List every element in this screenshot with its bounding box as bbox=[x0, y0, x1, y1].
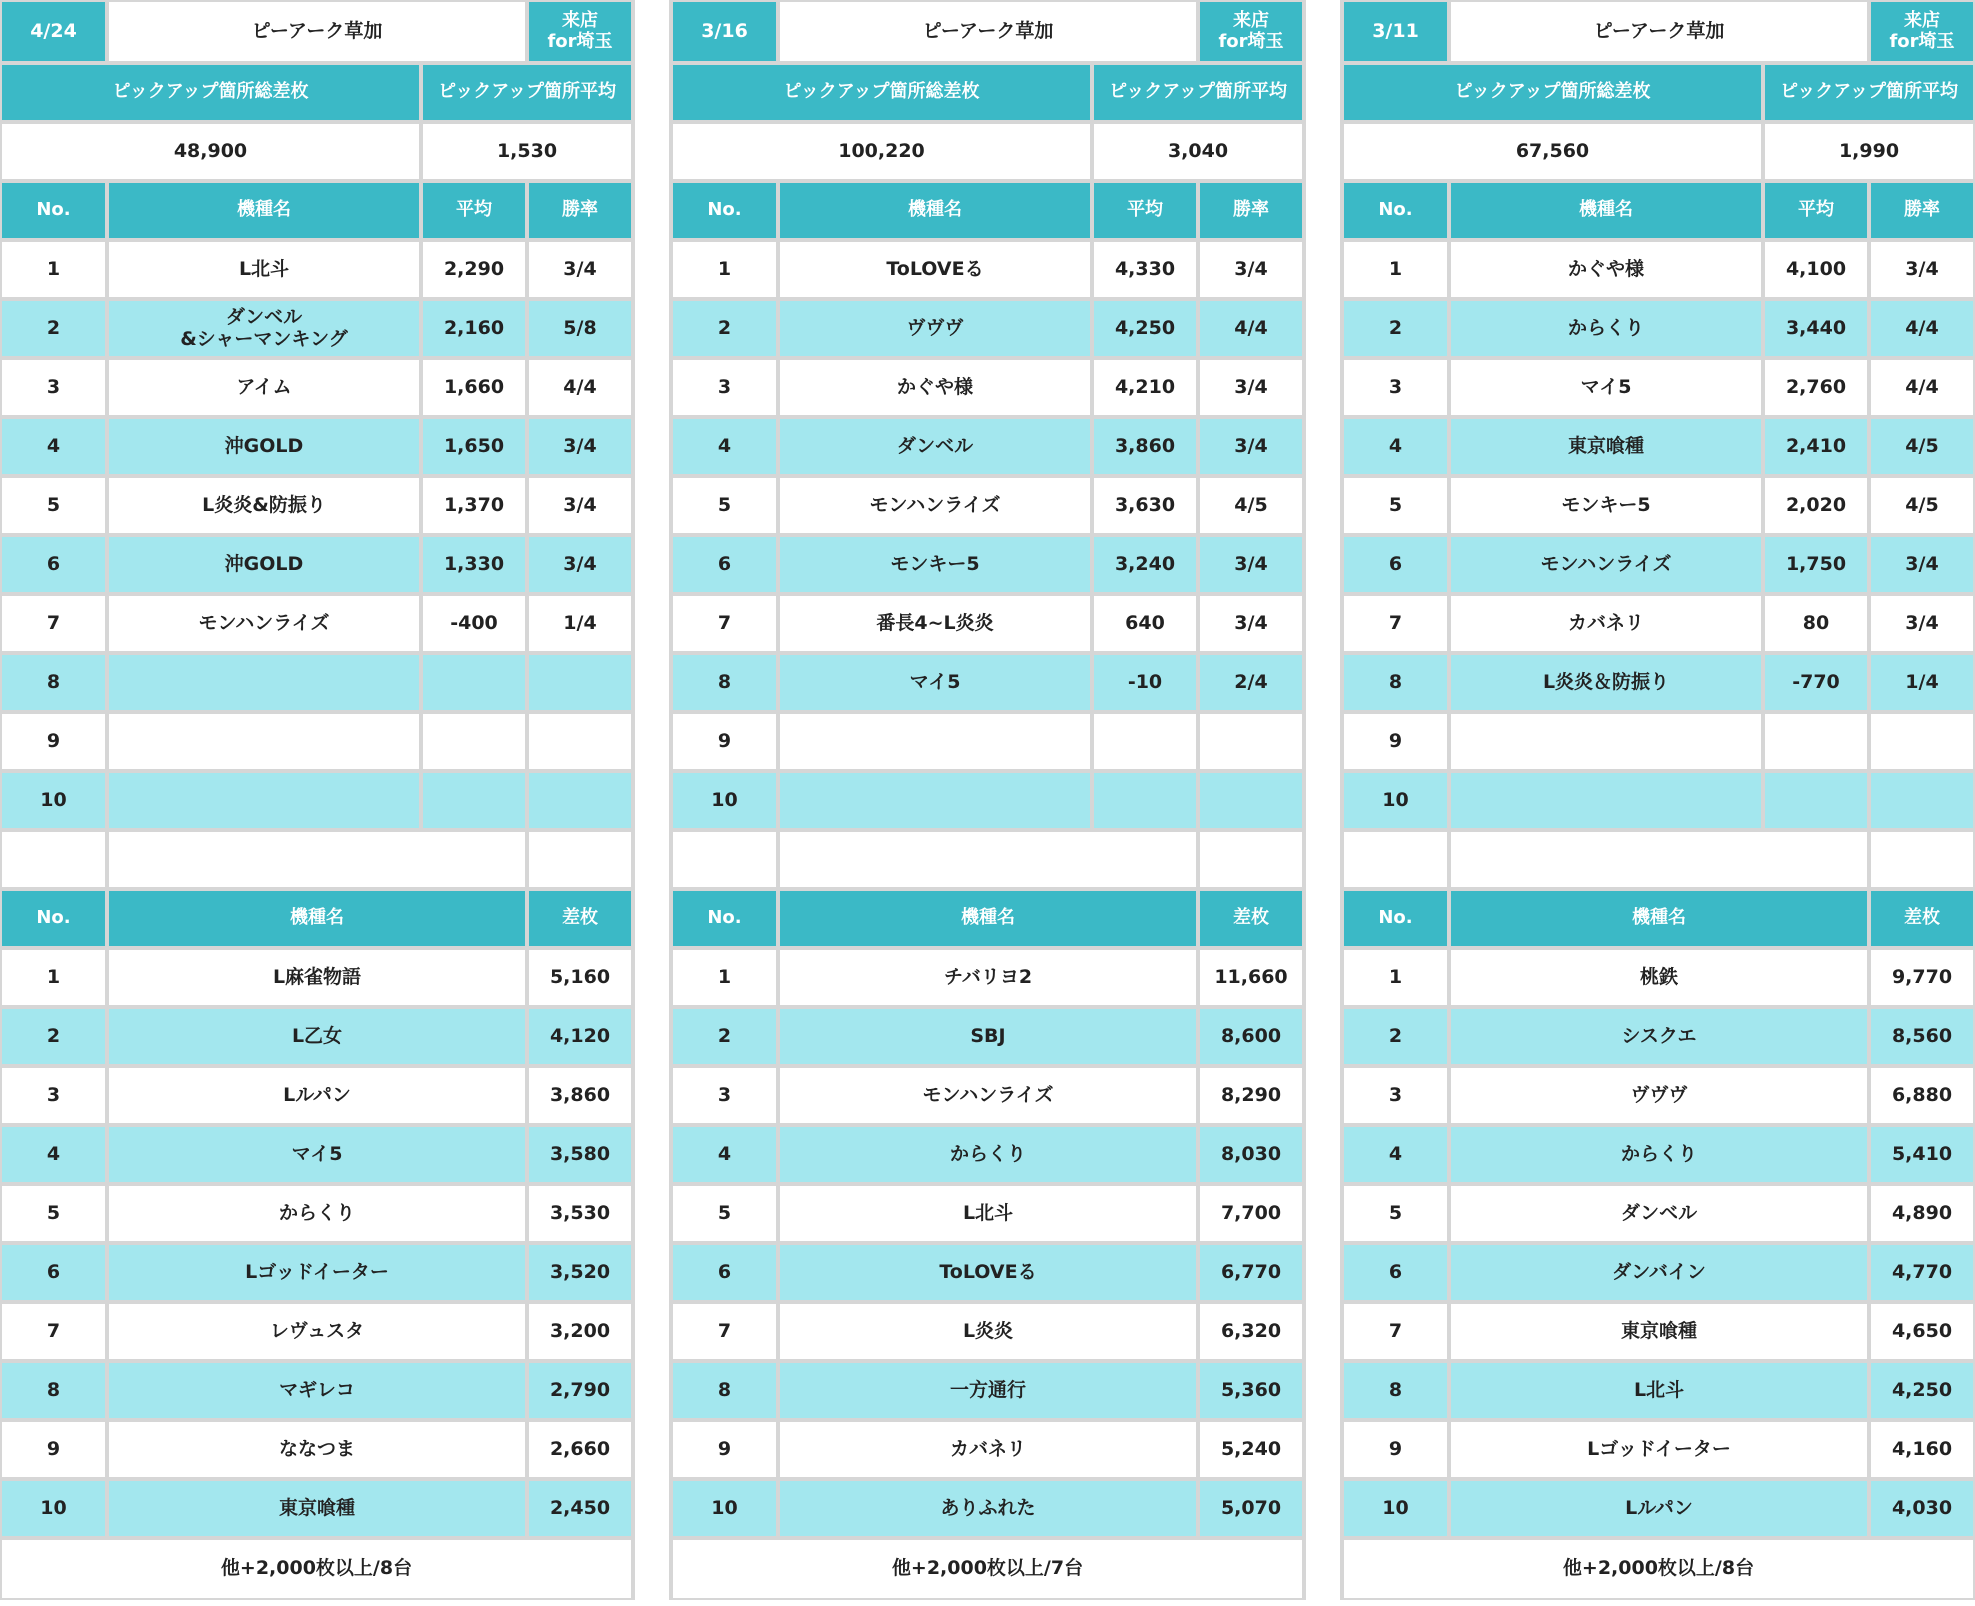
pick-row-no: 2 bbox=[1342, 299, 1449, 358]
top-row-name: カバネリ bbox=[778, 1420, 1198, 1479]
date-label: 3/16 bbox=[671, 0, 778, 63]
top-row-diff: 5,360 bbox=[1198, 1361, 1304, 1420]
date-label: 4/24 bbox=[0, 0, 107, 63]
pick-row-name: からくり bbox=[1449, 299, 1763, 358]
summary-average-value: 1,530 bbox=[421, 122, 633, 181]
pick-row-winrate: 4/5 bbox=[1198, 476, 1304, 535]
pick-row-no: 7 bbox=[1342, 594, 1449, 653]
pick-row-name: モンハンライズ bbox=[1449, 535, 1763, 594]
pick-row-average: -770 bbox=[1763, 653, 1869, 712]
pick-row-name: 沖GOLD bbox=[107, 417, 421, 476]
summary-total-header: ピックアップ箇所総差枚 bbox=[1342, 63, 1763, 122]
top-row-diff: 8,560 bbox=[1869, 1007, 1975, 1066]
pick-row-no: 3 bbox=[1342, 358, 1449, 417]
top-row-name: モンハンライズ bbox=[778, 1066, 1198, 1125]
column-gap-2 bbox=[1304, 0, 1342, 1600]
top-header-name: 機種名 bbox=[107, 889, 527, 948]
pick-row-average: 1,370 bbox=[421, 476, 527, 535]
date-label: 3/11 bbox=[1342, 0, 1449, 63]
top-row-diff: 4,030 bbox=[1869, 1479, 1975, 1538]
top-header-diff: 差枚 bbox=[1869, 889, 1975, 948]
top-row-name: ダンベル bbox=[1449, 1184, 1869, 1243]
top-row-diff: 5,160 bbox=[527, 948, 633, 1007]
top-row-diff: 8,290 bbox=[1198, 1066, 1304, 1125]
pick-row-average: 2,020 bbox=[1763, 476, 1869, 535]
pick-row-winrate: 3/4 bbox=[1198, 594, 1304, 653]
pick-row-no: 5 bbox=[1342, 476, 1449, 535]
summary-average-header: ピックアップ箇所平均 bbox=[1092, 63, 1304, 122]
top-row-no: 2 bbox=[0, 1007, 107, 1066]
pick-header-name: 機種名 bbox=[1449, 181, 1763, 240]
top-row-no: 5 bbox=[671, 1184, 778, 1243]
column-gap-1 bbox=[633, 0, 671, 1600]
top-row-no: 10 bbox=[0, 1479, 107, 1538]
top-row-name: ななつま bbox=[107, 1420, 527, 1479]
top-row-diff: 3,200 bbox=[527, 1302, 633, 1361]
pick-header-average: 平均 bbox=[421, 181, 527, 240]
pick-row-winrate bbox=[527, 712, 633, 771]
top-row-no: 2 bbox=[671, 1007, 778, 1066]
spacer-cell bbox=[0, 830, 107, 889]
pick-row-average bbox=[1092, 712, 1198, 771]
top-row-name: L乙女 bbox=[107, 1007, 527, 1066]
footer-note: 他+2,000枚以上/8台 bbox=[0, 1538, 633, 1600]
pick-header-winrate: 勝率 bbox=[527, 181, 633, 240]
top-header-name: 機種名 bbox=[778, 889, 1198, 948]
pick-header-winrate: 勝率 bbox=[1198, 181, 1304, 240]
spacer-cell bbox=[778, 830, 1198, 889]
top-row-diff: 2,790 bbox=[527, 1361, 633, 1420]
pick-row-name: L炎炎&防振り bbox=[107, 476, 421, 535]
pick-header-no: No. bbox=[0, 181, 107, 240]
top-row-name: ダンバイン bbox=[1449, 1243, 1869, 1302]
top-row-no: 7 bbox=[671, 1302, 778, 1361]
pick-row-winrate: 4/4 bbox=[1198, 299, 1304, 358]
top-row-no: 10 bbox=[671, 1479, 778, 1538]
pick-row-average: 3,860 bbox=[1092, 417, 1198, 476]
top-row-no: 3 bbox=[0, 1066, 107, 1125]
top-row-name: ToLOVEる bbox=[778, 1243, 1198, 1302]
pick-row-name: カバネリ bbox=[1449, 594, 1763, 653]
summary-average-value: 1,990 bbox=[1763, 122, 1975, 181]
top-row-no: 5 bbox=[0, 1184, 107, 1243]
top-row-diff: 3,530 bbox=[527, 1184, 633, 1243]
pick-row-no: 8 bbox=[671, 653, 778, 712]
pick-row-name: マイ5 bbox=[778, 653, 1092, 712]
store-name: ピーアーク草加 bbox=[107, 0, 527, 63]
pick-row-name bbox=[778, 771, 1092, 830]
pick-row-name: モンキー5 bbox=[778, 535, 1092, 594]
top-header-diff: 差枚 bbox=[1198, 889, 1304, 948]
pick-row-no: 5 bbox=[671, 476, 778, 535]
top-row-no: 1 bbox=[0, 948, 107, 1007]
pick-row-name bbox=[107, 653, 421, 712]
top-header-diff: 差枚 bbox=[527, 889, 633, 948]
pick-row-name: L北斗 bbox=[107, 240, 421, 299]
spacer-cell bbox=[527, 830, 633, 889]
pick-row-winrate: 1/4 bbox=[1869, 653, 1975, 712]
summary-total-value: 100,220 bbox=[671, 122, 1092, 181]
pick-row-average: -400 bbox=[421, 594, 527, 653]
pick-row-name: かぐや様 bbox=[778, 358, 1092, 417]
top-row-name: Lルパン bbox=[1449, 1479, 1869, 1538]
pick-row-name: マイ5 bbox=[1449, 358, 1763, 417]
top-row-diff: 2,660 bbox=[527, 1420, 633, 1479]
top-row-no: 9 bbox=[671, 1420, 778, 1479]
spacer-cell bbox=[1449, 830, 1869, 889]
pick-header-winrate: 勝率 bbox=[1869, 181, 1975, 240]
visit-badge: 来店 for埼玉 bbox=[1869, 0, 1975, 63]
top-row-name: L北斗 bbox=[1449, 1361, 1869, 1420]
pick-row-winrate bbox=[527, 771, 633, 830]
pick-row-average: 3,440 bbox=[1763, 299, 1869, 358]
pick-row-name: モンキー5 bbox=[1449, 476, 1763, 535]
top-row-name: Lルパン bbox=[107, 1066, 527, 1125]
top-row-diff: 4,650 bbox=[1869, 1302, 1975, 1361]
summary-total-value: 48,900 bbox=[0, 122, 421, 181]
pick-header-name: 機種名 bbox=[107, 181, 421, 240]
pick-row-name bbox=[1449, 771, 1763, 830]
top-row-no: 2 bbox=[1342, 1007, 1449, 1066]
top-row-diff: 8,030 bbox=[1198, 1125, 1304, 1184]
top-row-no: 8 bbox=[0, 1361, 107, 1420]
top-row-no: 4 bbox=[1342, 1125, 1449, 1184]
top-row-diff: 5,070 bbox=[1198, 1479, 1304, 1538]
top-row-diff: 6,880 bbox=[1869, 1066, 1975, 1125]
pick-row-winrate bbox=[1198, 712, 1304, 771]
top-header-no: No. bbox=[0, 889, 107, 948]
pick-row-no: 1 bbox=[1342, 240, 1449, 299]
pick-row-winrate: 3/4 bbox=[527, 240, 633, 299]
top-row-no: 6 bbox=[1342, 1243, 1449, 1302]
pick-row-no: 9 bbox=[0, 712, 107, 771]
top-row-no: 6 bbox=[671, 1243, 778, 1302]
footer-note: 他+2,000枚以上/7台 bbox=[671, 1538, 1304, 1600]
top-row-diff: 5,410 bbox=[1869, 1125, 1975, 1184]
pick-row-winrate: 3/4 bbox=[1198, 417, 1304, 476]
top-row-name: マギレコ bbox=[107, 1361, 527, 1420]
top-row-diff: 8,600 bbox=[1198, 1007, 1304, 1066]
pick-row-winrate: 3/4 bbox=[1869, 240, 1975, 299]
pick-row-name: ヴヴヴ bbox=[778, 299, 1092, 358]
pick-row-average: 4,330 bbox=[1092, 240, 1198, 299]
pick-row-name: かぐや様 bbox=[1449, 240, 1763, 299]
pick-row-no: 4 bbox=[671, 417, 778, 476]
top-row-no: 10 bbox=[1342, 1479, 1449, 1538]
pick-row-name: モンハンライズ bbox=[107, 594, 421, 653]
pick-row-average: 2,290 bbox=[421, 240, 527, 299]
pick-row-average: 1,650 bbox=[421, 417, 527, 476]
pick-row-name: 番長4~L炎炎 bbox=[778, 594, 1092, 653]
pick-row-winrate: 3/4 bbox=[1869, 535, 1975, 594]
top-row-name: ヴヴヴ bbox=[1449, 1066, 1869, 1125]
pick-row-average bbox=[421, 771, 527, 830]
top-row-no: 9 bbox=[1342, 1420, 1449, 1479]
top-row-name: 一方通行 bbox=[778, 1361, 1198, 1420]
top-row-no: 8 bbox=[671, 1361, 778, 1420]
pick-row-name bbox=[107, 712, 421, 771]
summary-average-value: 3,040 bbox=[1092, 122, 1304, 181]
top-header-no: No. bbox=[1342, 889, 1449, 948]
pick-row-name: アイム bbox=[107, 358, 421, 417]
pick-row-no: 2 bbox=[0, 299, 107, 358]
top-row-diff: 4,770 bbox=[1869, 1243, 1975, 1302]
pick-row-no: 6 bbox=[0, 535, 107, 594]
summary-total-header: ピックアップ箇所総差枚 bbox=[0, 63, 421, 122]
pick-row-average: 2,760 bbox=[1763, 358, 1869, 417]
pick-row-winrate: 2/4 bbox=[1198, 653, 1304, 712]
top-row-no: 4 bbox=[671, 1125, 778, 1184]
pick-header-no: No. bbox=[1342, 181, 1449, 240]
pick-row-name bbox=[1449, 712, 1763, 771]
spacer-cell bbox=[1198, 830, 1304, 889]
spacer-cell bbox=[1869, 830, 1975, 889]
pick-row-no: 10 bbox=[671, 771, 778, 830]
pick-row-average: 1,660 bbox=[421, 358, 527, 417]
top-row-no: 9 bbox=[0, 1420, 107, 1479]
top-row-diff: 3,520 bbox=[527, 1243, 633, 1302]
top-row-name: Lゴッドイーター bbox=[1449, 1420, 1869, 1479]
pick-row-winrate bbox=[527, 653, 633, 712]
pick-row-winrate bbox=[1198, 771, 1304, 830]
pick-row-winrate: 5/8 bbox=[527, 299, 633, 358]
top-row-name: からくり bbox=[107, 1184, 527, 1243]
pick-row-no: 9 bbox=[1342, 712, 1449, 771]
pick-row-winrate: 3/4 bbox=[527, 417, 633, 476]
pick-row-average bbox=[421, 653, 527, 712]
pick-row-name: ToLOVEる bbox=[778, 240, 1092, 299]
top-row-diff: 6,770 bbox=[1198, 1243, 1304, 1302]
pick-row-average: 80 bbox=[1763, 594, 1869, 653]
top-row-diff: 4,250 bbox=[1869, 1361, 1975, 1420]
pick-row-average: 1,330 bbox=[421, 535, 527, 594]
top-row-no: 7 bbox=[1342, 1302, 1449, 1361]
pick-row-winrate: 4/4 bbox=[1869, 358, 1975, 417]
pick-row-average: 4,210 bbox=[1092, 358, 1198, 417]
top-row-name: SBJ bbox=[778, 1007, 1198, 1066]
pick-row-winrate: 1/4 bbox=[527, 594, 633, 653]
pick-row-no: 1 bbox=[671, 240, 778, 299]
pick-row-name bbox=[778, 712, 1092, 771]
pick-row-winrate bbox=[1869, 712, 1975, 771]
top-row-no: 7 bbox=[0, 1302, 107, 1361]
pick-row-name: ダンベル &シャーマンキング bbox=[107, 299, 421, 358]
pick-row-no: 4 bbox=[0, 417, 107, 476]
top-row-name: シスクエ bbox=[1449, 1007, 1869, 1066]
top-row-name: L炎炎 bbox=[778, 1302, 1198, 1361]
pick-row-name: ダンベル bbox=[778, 417, 1092, 476]
pick-row-winrate: 3/4 bbox=[527, 535, 633, 594]
pick-row-average: -10 bbox=[1092, 653, 1198, 712]
pick-row-no: 5 bbox=[0, 476, 107, 535]
pick-row-no: 7 bbox=[0, 594, 107, 653]
pick-row-winrate: 3/4 bbox=[1198, 535, 1304, 594]
top-row-no: 3 bbox=[671, 1066, 778, 1125]
top-row-diff: 2,450 bbox=[527, 1479, 633, 1538]
pick-row-no: 1 bbox=[0, 240, 107, 299]
summary-total-value: 67,560 bbox=[1342, 122, 1763, 181]
top-row-name: ありふれた bbox=[778, 1479, 1198, 1538]
top-row-no: 1 bbox=[671, 948, 778, 1007]
top-row-diff: 4,890 bbox=[1869, 1184, 1975, 1243]
top-row-no: 8 bbox=[1342, 1361, 1449, 1420]
top-row-diff: 6,320 bbox=[1198, 1302, 1304, 1361]
top-row-no: 5 bbox=[1342, 1184, 1449, 1243]
top-row-diff: 9,770 bbox=[1869, 948, 1975, 1007]
summary-average-header: ピックアップ箇所平均 bbox=[421, 63, 633, 122]
top-row-name: 桃鉄 bbox=[1449, 948, 1869, 1007]
top-row-diff: 4,120 bbox=[527, 1007, 633, 1066]
top-row-name: Lゴッドイーター bbox=[107, 1243, 527, 1302]
pick-row-winrate: 3/4 bbox=[1869, 594, 1975, 653]
pick-row-average bbox=[421, 712, 527, 771]
top-row-name: L北斗 bbox=[778, 1184, 1198, 1243]
pick-row-average bbox=[1763, 771, 1869, 830]
store-name: ピーアーク草加 bbox=[778, 0, 1198, 63]
summary-total-header: ピックアップ箇所総差枚 bbox=[671, 63, 1092, 122]
pick-row-average: 2,160 bbox=[421, 299, 527, 358]
pick-row-no: 3 bbox=[0, 358, 107, 417]
pick-row-no: 6 bbox=[671, 535, 778, 594]
pick-row-winrate: 3/4 bbox=[527, 476, 633, 535]
top-row-name: 東京喰種 bbox=[107, 1479, 527, 1538]
spacer-cell bbox=[1342, 830, 1449, 889]
top-row-no: 1 bbox=[1342, 948, 1449, 1007]
spacer-cell bbox=[107, 830, 527, 889]
pick-row-winrate: 4/4 bbox=[527, 358, 633, 417]
pick-row-average: 4,100 bbox=[1763, 240, 1869, 299]
pick-row-name: 沖GOLD bbox=[107, 535, 421, 594]
pick-row-no: 4 bbox=[1342, 417, 1449, 476]
top-row-name: チバリヨ2 bbox=[778, 948, 1198, 1007]
pick-row-name: モンハンライズ bbox=[778, 476, 1092, 535]
pick-row-no: 8 bbox=[0, 653, 107, 712]
top-row-no: 4 bbox=[0, 1125, 107, 1184]
pick-row-average: 1,750 bbox=[1763, 535, 1869, 594]
top-row-diff: 3,860 bbox=[527, 1066, 633, 1125]
pick-header-average: 平均 bbox=[1092, 181, 1198, 240]
pick-row-winrate: 4/5 bbox=[1869, 476, 1975, 535]
pick-row-average bbox=[1092, 771, 1198, 830]
summary-average-header: ピックアップ箇所平均 bbox=[1763, 63, 1975, 122]
spacer-cell bbox=[671, 830, 778, 889]
pick-row-winrate: 3/4 bbox=[1198, 358, 1304, 417]
pick-row-no: 2 bbox=[671, 299, 778, 358]
pick-row-average bbox=[1763, 712, 1869, 771]
visit-badge: 来店 for埼玉 bbox=[1198, 0, 1304, 63]
top-header-name: 機種名 bbox=[1449, 889, 1869, 948]
top-row-name: からくり bbox=[778, 1125, 1198, 1184]
pick-row-no: 7 bbox=[671, 594, 778, 653]
top-row-no: 6 bbox=[0, 1243, 107, 1302]
pick-row-average: 3,240 bbox=[1092, 535, 1198, 594]
pick-row-winrate bbox=[1869, 771, 1975, 830]
pick-row-average: 2,410 bbox=[1763, 417, 1869, 476]
pick-header-name: 機種名 bbox=[778, 181, 1092, 240]
top-row-diff: 7,700 bbox=[1198, 1184, 1304, 1243]
top-row-name: からくり bbox=[1449, 1125, 1869, 1184]
pick-row-name bbox=[107, 771, 421, 830]
top-row-diff: 3,580 bbox=[527, 1125, 633, 1184]
top-row-name: 東京喰種 bbox=[1449, 1302, 1869, 1361]
pick-row-name: L炎炎＆防振り bbox=[1449, 653, 1763, 712]
pick-row-winrate: 4/4 bbox=[1869, 299, 1975, 358]
pick-row-winrate: 3/4 bbox=[1198, 240, 1304, 299]
pick-row-average: 3,630 bbox=[1092, 476, 1198, 535]
pick-header-average: 平均 bbox=[1763, 181, 1869, 240]
top-row-diff: 4,160 bbox=[1869, 1420, 1975, 1479]
pick-row-no: 10 bbox=[1342, 771, 1449, 830]
top-header-no: No. bbox=[671, 889, 778, 948]
top-row-diff: 5,240 bbox=[1198, 1420, 1304, 1479]
top-row-diff: 11,660 bbox=[1198, 948, 1304, 1007]
pick-row-no: 6 bbox=[1342, 535, 1449, 594]
visit-badge: 来店 for埼玉 bbox=[527, 0, 633, 63]
pick-row-no: 9 bbox=[671, 712, 778, 771]
footer-note: 他+2,000枚以上/8台 bbox=[1342, 1538, 1975, 1600]
top-row-no: 3 bbox=[1342, 1066, 1449, 1125]
pick-row-name: 東京喰種 bbox=[1449, 417, 1763, 476]
pick-row-no: 8 bbox=[1342, 653, 1449, 712]
store-name: ピーアーク草加 bbox=[1449, 0, 1869, 63]
pick-row-no: 10 bbox=[0, 771, 107, 830]
pick-header-no: No. bbox=[671, 181, 778, 240]
pick-row-winrate: 4/5 bbox=[1869, 417, 1975, 476]
top-row-name: L麻雀物語 bbox=[107, 948, 527, 1007]
top-row-name: マイ5 bbox=[107, 1125, 527, 1184]
pick-row-average: 640 bbox=[1092, 594, 1198, 653]
pick-row-no: 3 bbox=[671, 358, 778, 417]
pick-row-average: 4,250 bbox=[1092, 299, 1198, 358]
top-row-name: レヴュスタ bbox=[107, 1302, 527, 1361]
